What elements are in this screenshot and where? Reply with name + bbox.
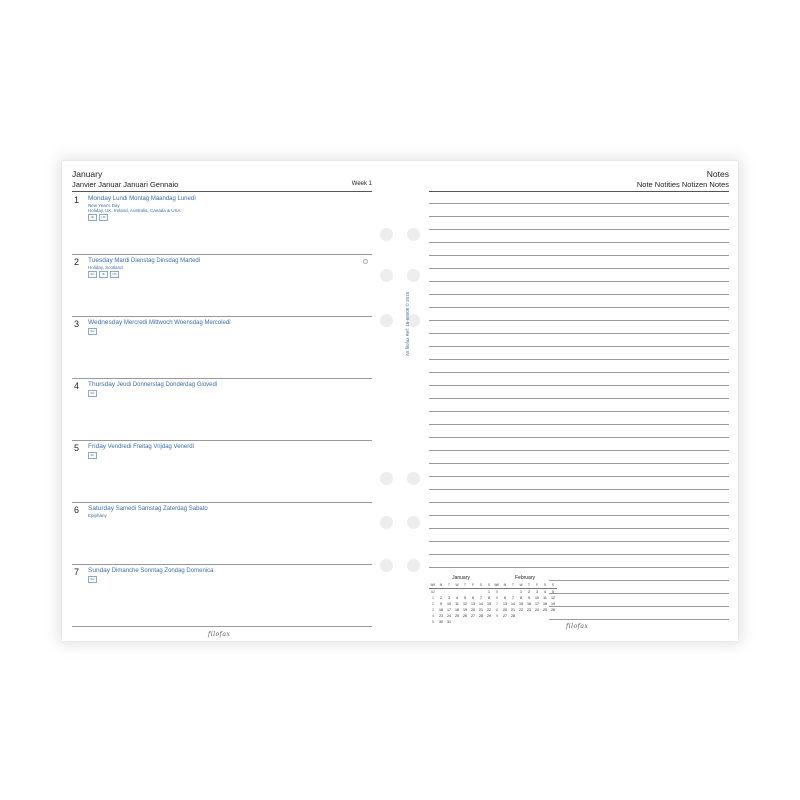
day-number: 7: [74, 567, 80, 577]
week-number: 4: [432, 614, 434, 618]
note-line[interactable]: [429, 320, 729, 321]
holiday-note: Holiday, UK, Ireland, Australia, Canada & USA: [88, 208, 181, 213]
note-line[interactable]: [429, 502, 729, 503]
moon-phase-icon: [363, 259, 368, 264]
day-name-translations: Lundi Montag Maandag Lunedì: [112, 196, 196, 202]
date-cell: 20: [471, 608, 475, 612]
mini-calendar-february: [493, 575, 557, 619]
day-name: [88, 257, 200, 264]
region-flag-icon: SC: [88, 390, 97, 397]
date-cell: [461, 619, 469, 625]
region-flags: [88, 328, 97, 335]
punch-hole: [407, 472, 420, 485]
day-name-english: Tuesday: [88, 257, 113, 264]
weekday-header: T: [525, 582, 533, 589]
date-cell: 4: [456, 596, 458, 600]
region-flag-icon: UK: [110, 271, 119, 278]
punch-hole: [380, 516, 393, 529]
week-number: 7: [496, 602, 498, 606]
day-block[interactable]: [72, 502, 372, 565]
region-flag-icon: SC: [88, 328, 97, 335]
date-cell: 23: [439, 614, 443, 618]
day-block[interactable]: [72, 192, 372, 255]
weekday-header: F: [533, 582, 541, 589]
day-name-english: Saturday: [88, 505, 115, 512]
mini-calendar-month: January: [452, 575, 470, 581]
note-line[interactable]: [429, 346, 729, 347]
spine-reference: A5 filofax Ref: 18-68508 © 2016: [405, 291, 410, 356]
day-name: [88, 505, 208, 512]
date-cell: 11: [543, 596, 547, 600]
date-cell: 14: [479, 602, 483, 606]
punch-hole: [407, 559, 420, 572]
week-number: 1: [432, 596, 434, 600]
note-line[interactable]: [429, 372, 729, 373]
date-cell: 3: [536, 590, 538, 594]
note-line[interactable]: [429, 424, 729, 425]
note-line[interactable]: [549, 580, 729, 581]
week-number: 52: [431, 590, 435, 594]
note-line[interactable]: [429, 476, 729, 477]
punch-hole: [407, 516, 420, 529]
punch-hole: [380, 269, 393, 282]
weekday-header: WK: [430, 583, 436, 587]
day-number: 6: [74, 505, 80, 515]
punch-hole: [380, 559, 393, 572]
region-flag-icon: SC: [88, 576, 97, 583]
day-name-english: Friday: [88, 443, 107, 450]
note-line[interactable]: [429, 333, 729, 334]
date-cell: 31: [447, 620, 451, 624]
date-cell: 27: [503, 614, 507, 618]
date-cell: 1: [520, 590, 522, 594]
note-line[interactable]: [429, 359, 729, 360]
day-name-translations: Samedi Samstag Zaterdag Sabato: [115, 506, 208, 512]
week-label: Week 1: [351, 181, 372, 187]
region-flags: [88, 576, 97, 583]
weekday-header: S: [541, 582, 549, 589]
date-cell: 23: [527, 608, 531, 612]
date-cell: [541, 613, 549, 619]
note-line[interactable]: [429, 216, 729, 217]
note-line[interactable]: [429, 515, 729, 516]
weekday-header: M: [501, 582, 509, 589]
day-name-translations: Mercredi Mittwoch Woensdag Mercoledì: [123, 320, 231, 326]
note-line[interactable]: [429, 437, 729, 438]
filofax-logo: filofax: [566, 623, 589, 630]
date-cell: 9: [528, 596, 530, 600]
date-cell: 15: [487, 602, 491, 606]
date-cell: 27: [471, 614, 475, 618]
mini-calendar-grid: [429, 582, 493, 625]
day-name: [88, 195, 196, 202]
date-cell: 12: [551, 596, 555, 600]
date-cell: 21: [511, 608, 515, 612]
note-line[interactable]: [429, 489, 729, 490]
date-cell: 11: [455, 602, 459, 606]
note-line[interactable]: [429, 554, 729, 555]
weekday-header: S: [485, 582, 493, 589]
date-cell: 3: [448, 596, 450, 600]
day-name-translations: Vendredi Freitag Vrijdag Venerdì: [107, 444, 195, 450]
date-cell: 8: [488, 596, 490, 600]
weekday-header: WK: [494, 583, 500, 587]
date-cell: [477, 619, 485, 625]
holiday-note: Epiphany: [88, 513, 107, 518]
note-line[interactable]: [429, 450, 729, 451]
region-flags: [88, 452, 97, 459]
region-flags: [88, 271, 119, 278]
day-name-english: Sunday: [88, 567, 111, 574]
date-cell: [485, 619, 493, 625]
day-block[interactable]: [72, 564, 372, 627]
date-cell: 14: [511, 602, 515, 606]
day-number: 4: [74, 381, 80, 391]
holiday-note: Holiday, Scotland: [88, 265, 123, 270]
date-cell: 29: [487, 614, 491, 618]
note-line[interactable]: [429, 307, 729, 308]
date-cell: [549, 613, 557, 619]
date-cell: 15: [519, 602, 523, 606]
date-cell: 19: [463, 608, 467, 612]
day-name: [88, 381, 218, 388]
date-cell: 12: [463, 602, 467, 606]
punch-hole: [380, 314, 393, 327]
note-line[interactable]: [429, 294, 729, 295]
note-line[interactable]: [429, 463, 729, 464]
date-cell: 13: [503, 602, 507, 606]
region-flag-icon: SC: [88, 452, 97, 459]
weekday-header: F: [469, 582, 477, 589]
date-cell: 2: [440, 596, 442, 600]
date-cell: [469, 619, 477, 625]
date-cell: 16: [527, 602, 531, 606]
date-cell: 8: [520, 596, 522, 600]
day-name: [88, 319, 231, 326]
region-flag-icon: UK: [99, 214, 108, 221]
notes-title: Notes: [706, 169, 729, 179]
date-cell: 7: [512, 596, 514, 600]
date-cell: 9: [440, 602, 442, 606]
date-cell: 24: [535, 608, 539, 612]
day-block[interactable]: [72, 254, 372, 317]
date-cell: 28: [479, 614, 483, 618]
note-line[interactable]: [549, 619, 729, 620]
date-cell: 10: [535, 596, 539, 600]
day-number: 5: [74, 443, 80, 453]
date-cell: 17: [447, 608, 451, 612]
note-line[interactable]: [429, 229, 729, 230]
weekday-header: S: [549, 582, 557, 589]
weekday-header: T: [461, 582, 469, 589]
date-cell: 25: [455, 614, 459, 618]
week-number: 8: [496, 608, 498, 612]
weekday-header: W: [453, 582, 461, 589]
punch-hole: [380, 228, 393, 241]
week-number: 3: [432, 608, 434, 612]
note-line[interactable]: [429, 242, 729, 243]
day-number: 3: [74, 319, 80, 329]
date-cell: 5: [552, 590, 554, 594]
note-line[interactable]: [429, 528, 729, 529]
date-cell: 22: [487, 608, 491, 612]
date-cell: 21: [479, 608, 483, 612]
date-cell: 25: [543, 608, 547, 612]
day-block[interactable]: [72, 440, 372, 503]
filofax-logo: filofax: [208, 631, 231, 638]
date-cell: 6: [472, 596, 474, 600]
header-rule: [429, 191, 729, 192]
date-cell: [517, 613, 525, 619]
mini-calendar-grid: [493, 582, 557, 619]
day-number: 1: [74, 195, 80, 205]
week-number: 6: [496, 596, 498, 600]
note-line[interactable]: [549, 606, 729, 607]
punch-hole: [407, 269, 420, 282]
date-cell: 22: [519, 608, 523, 612]
region-flag-icon: SC: [88, 271, 97, 278]
date-cell: 10: [447, 602, 451, 606]
weekday-header: M: [437, 582, 445, 589]
date-cell: 6: [504, 596, 506, 600]
date-cell: 5: [464, 596, 466, 600]
week-number: 5: [496, 590, 498, 594]
day-name: [88, 567, 213, 574]
note-line[interactable]: [429, 541, 729, 542]
mini-calendar-month: February: [514, 575, 535, 581]
weekday-header: T: [509, 582, 517, 589]
date-cell: 1: [488, 590, 490, 594]
day-name-english: Wednesday: [88, 319, 123, 326]
note-line[interactable]: [429, 255, 729, 256]
holiday-note: New Year's Day: [88, 203, 120, 208]
mini-calendar-january: [429, 575, 493, 625]
note-line[interactable]: [429, 411, 729, 412]
day-name-translations: Mardi Dienstag Dinsdag Martedì: [114, 258, 201, 264]
month-title: January: [72, 169, 103, 179]
date-cell: 13: [471, 602, 475, 606]
planner-sheet: [62, 161, 738, 641]
note-line[interactable]: [429, 268, 729, 269]
date-cell: 26: [551, 608, 555, 612]
day-name-english: Thursday: [88, 381, 116, 388]
month-translations: Janvier Januar Januari Gennaio: [72, 180, 179, 189]
region-flag-icon: IE: [88, 214, 97, 221]
region-flags: [88, 390, 97, 397]
region-flags: [88, 214, 108, 221]
date-cell: [533, 613, 541, 619]
date-cell: 17: [535, 602, 539, 606]
note-line[interactable]: [429, 203, 729, 204]
day-block[interactable]: [72, 378, 372, 441]
date-cell: 16: [439, 608, 443, 612]
punch-hole: [407, 228, 420, 241]
date-cell: 18: [543, 602, 547, 606]
note-line[interactable]: [429, 281, 729, 282]
week-number: 5: [432, 620, 434, 624]
date-cell: 28: [511, 614, 515, 618]
date-cell: 18: [455, 608, 459, 612]
week-number: 2: [432, 602, 434, 606]
date-cell: 4: [544, 590, 546, 594]
weekday-header: W: [517, 582, 525, 589]
date-cell: 7: [480, 596, 482, 600]
date-cell: 30: [439, 620, 443, 624]
week-number: 9: [496, 614, 498, 618]
note-line[interactable]: [429, 567, 729, 568]
day-block[interactable]: [72, 316, 372, 379]
note-line[interactable]: [429, 398, 729, 399]
date-cell: 19: [551, 602, 555, 606]
notes-translations: Note Notities Notizen Notes: [636, 180, 729, 189]
date-cell: 24: [447, 614, 451, 618]
region-flag-icon: IE: [99, 271, 108, 278]
day-number: 2: [74, 257, 80, 267]
punch-hole: [380, 472, 393, 485]
date-cell: 26: [463, 614, 467, 618]
note-line[interactable]: [549, 593, 729, 594]
day-name: [88, 443, 194, 450]
date-cell: 2: [528, 590, 530, 594]
day-name-translations: Dimanche Sonntag Zondag Domenica: [111, 568, 214, 574]
day-name-translations: Jeudi Donnerstag Donderdag Giovedì: [116, 382, 218, 388]
date-cell: 20: [503, 608, 507, 612]
date-cell: [453, 619, 461, 625]
day-name-english: Monday: [88, 195, 112, 202]
date-cell: [525, 613, 533, 619]
note-line[interactable]: [429, 385, 729, 386]
weekday-header: S: [477, 582, 485, 589]
weekday-header: T: [445, 582, 453, 589]
